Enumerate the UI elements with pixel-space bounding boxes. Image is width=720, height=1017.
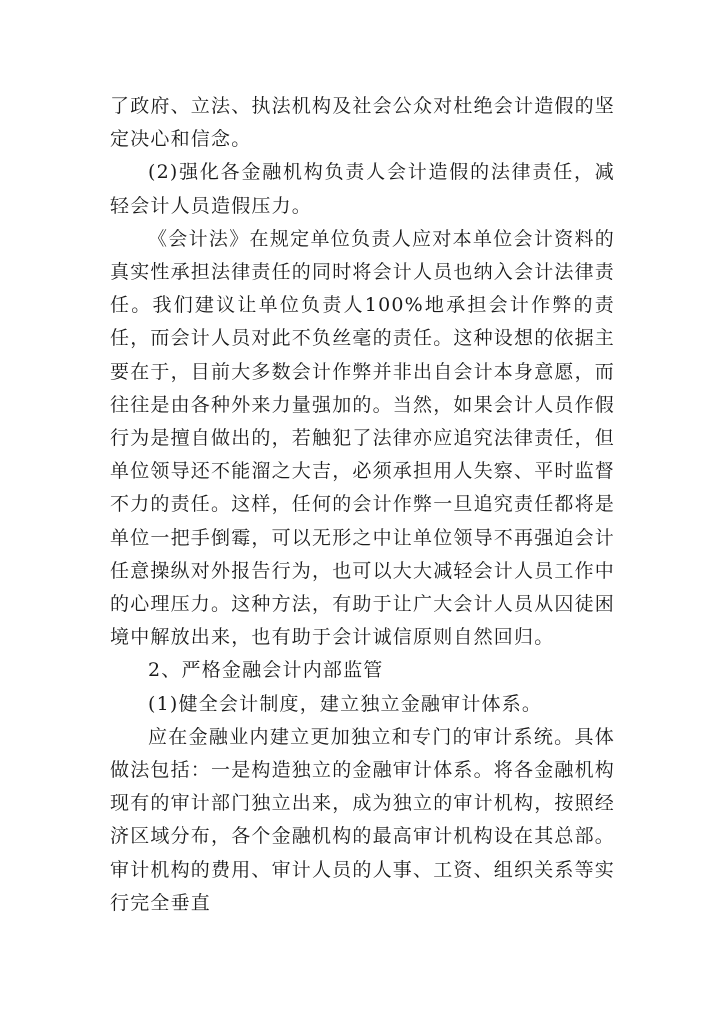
- paragraph-accounting-law: 《会计法》在规定单位负责人应对本单位会计资料的真实性承担法律责任的同时将会计人员也纳入会计法律责任。我们建议让单位负责人100%地承担会计作弊的责任，而会计人员对此不负丝毫的责任。这种设想的依据主要在于，目前大多数会计作弊并非出自会计本身意愿，而往往是由各种外来力量强加的。当然，如果会计人员作假行为是擅自做出的，若触犯了法律亦应追究法律责任，但单位领导还不能溜之大吉，必须承担用人失察、平时监督不力的责任。这样，任何的会计作弊一旦追究责任都将是单位一把手倒霉，可以无形之中让单位领导不再强迫会计任意操纵对外报告行为，也可以大大减轻会计人员工作中的心理压力。这种方法，有助于让广大会计人员从囚徒困境中解放出来，也有助于会计诚信原则自然回归。: [110, 227, 616, 649]
- section-heading-2: 2、严格金融会计内部监管: [148, 659, 384, 682]
- paragraph-continuation: 了政府、立法、执法机构及社会公众对杜绝会计造假的坚定决心和信念。: [110, 95, 616, 151]
- paragraph-audit-system: 应在金融业内建立更加独立和专门的审计系统。具体做法包括：一是构造独立的金融审计体系。将各金融机构现有的审计部门独立出来，成为独立的审计机构，按照经济区域分布，各个金融机构的最高审计机构设在其总部。审计机构的费用、审计人员的人事、工资、组织关系等实行完全垂直: [110, 725, 616, 914]
- section-heading-2-2: (2)强化各金融机构负责人会计造假的法律责任，减轻会计人员造假压力。: [110, 161, 615, 217]
- section-heading-2-1: (1)健全会计制度，建立独立金融审计体系。: [148, 692, 543, 715]
- document-body: [110, 90, 615, 920]
